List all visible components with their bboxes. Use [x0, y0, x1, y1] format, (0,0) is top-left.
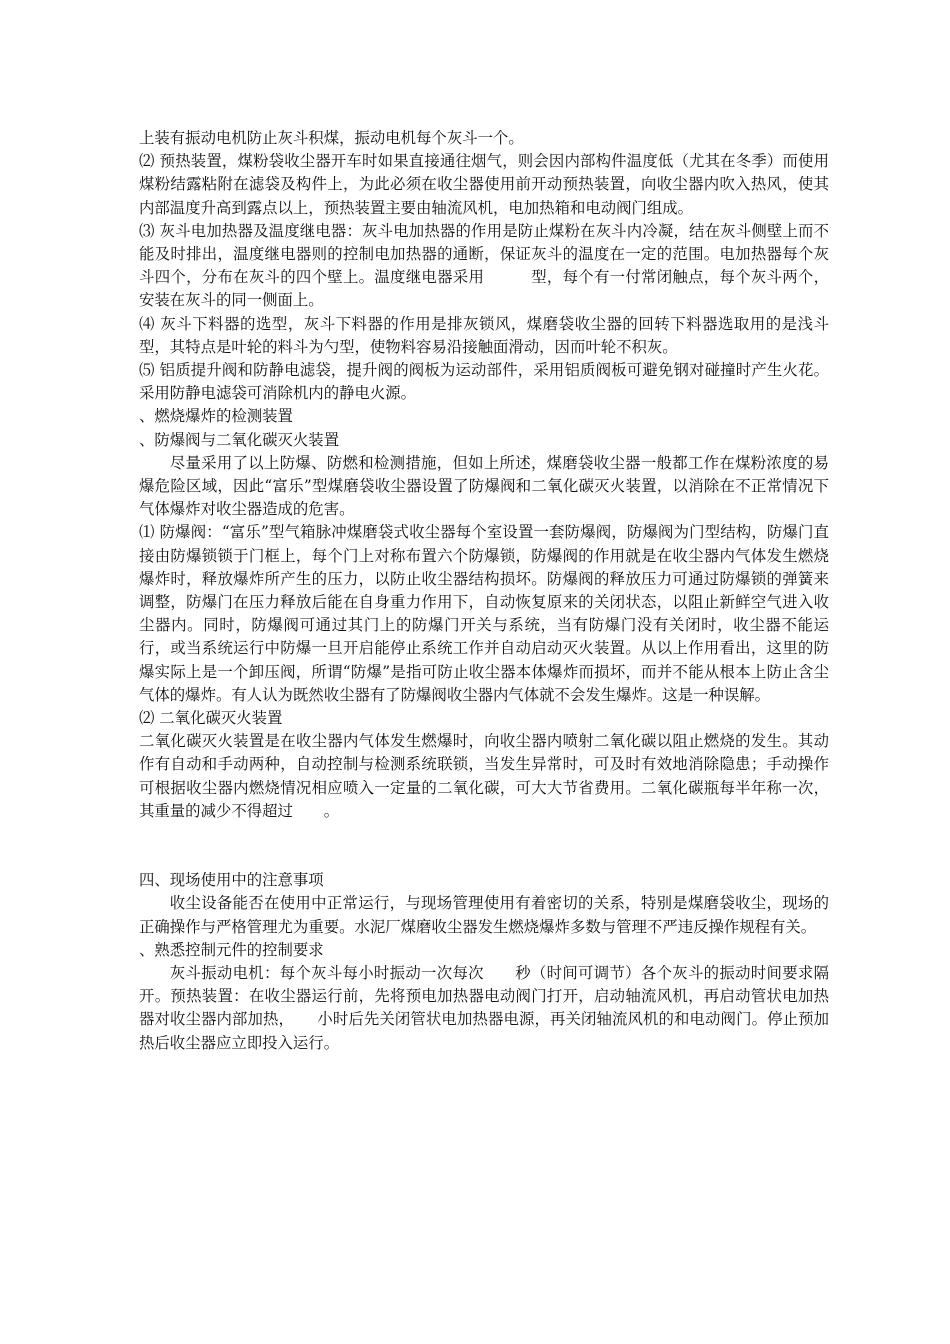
- paragraph: 收尘设备能否在使用中正常运行，与现场管理使用有着密切的关系，特别是煤磨袋收尘，现场的正确操作与严格管理尤为重要。水泥厂煤磨收尘器发生燃烧爆炸多数与管理不严违反操作规程有关。: [139, 894, 829, 936]
- paragraph: ⑶ 灰斗电加热器及温度继电器：灰斗电加热器的作用是防止煤粉在灰斗内冷凝，结在灰斗侧壁上而不能及时排出，温度继电器则的控制电加热器的通断，保证灰斗的温度在一定的范围。电加热器每个灰斗四个，分布在灰斗的四个壁上。温度继电器采用 型，每个有一付常闭触点，每个灰斗两个，安装在灰斗的同一侧面上。: [139, 221, 829, 310]
- paragraph: ⑵ 预热装置，煤粉袋收尘器开车时如果直接通往烟气，则会因内部构件温度低（尤其在冬季）而使用煤粉结露粘附在滤袋及构件上，为此必须在收尘器使用前开动预热装置，向收尘器内吹入热风，使其内部温度升高到露点以上，预热装置主要由轴流风机，电加热箱和电动阀门组成。: [139, 152, 829, 217]
- section-title: 四、现场使用中的注意事项: [139, 871, 324, 890]
- paragraph: 上装有振动电机防止灰斗积煤，振动电机每个灰斗一个。: [139, 129, 524, 147]
- paragraph-group-1: [139, 127, 829, 823]
- paragraph: 灰斗振动电机：每个灰斗每小时振动一次每次 秒（时间可调节）各个灰斗的振动时间要求隔开。预热装置：在收尘器运行前，先将预电加热器电动阀门打开，启动轴流风机，再启动管状电加热器对收尘器内部加热， 小时后先关闭管状电加热器电源，再关闭轴流风机的和电动阀门。停止预加热后收尘器应立即投入运行。: [139, 963, 829, 1052]
- paragraph: 、燃烧爆炸的检测装置: [139, 407, 293, 426]
- paragraph: ⑸ 铝质提升阀和防静电滤袋，提升阀的阀板为运动部件，采用铝质阀板可避免钢对碰撞时产生火花。采用防静电滤袋可消除机内的静电火源。: [139, 361, 829, 403]
- paragraph: 尽量采用了以上防爆、防燃和检测措施，但如上所述，煤磨袋收尘器一般都工作在煤粉浓度的易爆危险区域，因此“富乐”型煤磨袋收尘器设置了防爆阀和二氧化碳灭火装置，以消除在不正常情况下气体爆炸对收尘器造成的危害。: [139, 453, 829, 519]
- paragraph-group-2: [139, 892, 829, 1054]
- section-spacer: [139, 823, 829, 869]
- paragraph: 、防爆阀与二氧化碳灭火装置: [139, 430, 340, 449]
- paragraph: ⑴ 防爆阀：“富乐”型气箱脉冲煤磨袋式收尘器每个室设置一套防爆阀，防爆阀为门型结构，防爆门直接由防爆锁锁于门框上，每个门上对称布置六个防爆锁，防爆阀的作用就是在收尘器内气体发生燃烧爆炸时，释放爆炸所产生的压力，以防止收尘器结构损坏。防爆阀的释放压力可通过防爆锁的弹簧来调整，防爆门在压力释放后能在自身重力作用下，自动恢复原来的关闭状态，以阻止新鲜空气进入收尘器内。同时，防爆阀可通过其门上的防爆门开关与系统，当有防爆门没有关闭时，收尘器不能运行，或当系统运行中防爆一旦开启能停止系统工作并自动启动灭火装置。从以上作用看出，这里的防爆实际上是一个卸压阀，所谓“防爆”是指可防止收尘器本体爆炸而损坏，而并不能从根本上防止含尘气体的爆炸。有人认为既然收尘器有了防爆阀收尘器内气体就不会发生爆炸。这是一种误解。: [139, 523, 829, 704]
- paragraph: ⑷ 灰斗下料器的选型，灰斗下料器的作用是排灰锁风，煤磨袋收尘器的回转下料器选取用的是浅斗型，其特点是叶轮的料斗为勺型，使物料容易沿接触面滑动，因而叶轮不积灰。: [139, 314, 829, 356]
- paragraph: ⑵ 二氧化碳灭火装置: [139, 709, 283, 728]
- paragraph: 、熟悉控制元件的控制要求: [139, 940, 324, 959]
- document-body: [139, 127, 829, 1055]
- paragraph: 二氧化碳灭火装置是在收尘器内气体发生燃爆时，向收尘器内喷射二氧化碳以阻止燃烧的发生。其动作有自动和手动两种，自动控制与检测系统联锁，当发生异常时，可及时有效地消除隐患；手动操作可根据收尘器内燃烧情况相应喷入一定量的二氧化碳，可大大节省费用。二氧化碳瓶每半年称一次，其重量的减少不得超过 。: [139, 732, 829, 820]
